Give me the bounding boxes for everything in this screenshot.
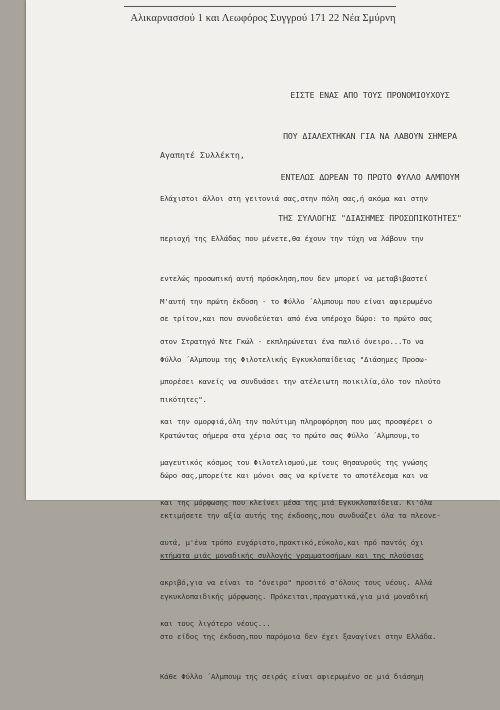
text-line: Ελάχιστοι άλλοι στη γειτονιά σας,στην πόλη σας,ή ακόμα και στην: [160, 193, 428, 203]
letterhead-rule: [124, 6, 396, 7]
text-line: και τους λιγότερο νέους...: [160, 618, 271, 628]
text-line: σε τρίτον,και που συνοδεύεται από ένα υπέροχο δώρο: το πρώτο σας: [160, 314, 432, 324]
intro-line: ΕΙΣΤΕ ΕΝΑΣ ΑΠΟ ΤΟΥΣ ΠΡΟΝΟΜΙΟΥΧΟΥΣ: [290, 90, 450, 101]
text-line: στον Στρατηγό Ντε Γκώλ - εκπληρώνεται ένα παλιό όνειρο...Το να: [160, 337, 424, 347]
text-line: και την ομορφιά,όλη την πολύτιμη πληροφόρηση που μας προσφέρει ο: [160, 417, 432, 427]
text-line: Κρατώντας σήμερα στα χέρια σας το πρώτο σας Φύλλο ´Αλμπουμ,το: [160, 430, 420, 440]
paragraph-3: [160, 402, 440, 710]
text-line: εγκυκλοπαιδικής μόρφωσης. Πρόκειται,πραγματικά,για μιά μοναδική: [160, 591, 428, 601]
text-line: αυτά, μ'ένα τρόπο ευχάριστο,πρακτικό,εύκολο,και πρό παντός όχι: [160, 538, 424, 548]
text-line: Μ'αυτή την πρώτη έκδοση - το Φύλλο ´Αλμπουμ που είναι αφιερωμένο: [160, 296, 432, 306]
text-line: μπορέσει κανείς να συνδυάσει την ατέλειωτη ποικιλία,όλο τον πλούτο: [160, 377, 441, 387]
text-line: εντελώς προσωπική αυτή πρόσκληση,που δεν μπορεί να μεταβιβαστεί: [160, 274, 428, 284]
text-line-underlined: κτήματα μιάς μοναδικής συλλογής γραμματοσήμων και της πλούσιας: [160, 551, 424, 561]
text-line: πικότητες".: [160, 394, 207, 404]
intro-line: ΕΝΤΕΛΩΣ ΔΩΡΕΑΝ ΤΟ ΠΡΩΤΟ ΦΥΛΛΟ ΑΛΜΠΟΥΜ: [280, 171, 460, 182]
text-line: περιοχή της Ελλάδας που μένετε,θα έχουν την τύχη να λάβουν την: [160, 234, 424, 244]
text-line: εκτιμήσετε την αξία αυτής της έκδοσης,που συνδυάζει όλα τα πλεονε-: [160, 511, 441, 521]
text-line: και της μόρφωσης που κλείνει μέσα της μιά Εγκυκλοπαίδεια. Κι'όλα: [160, 497, 432, 507]
text-line: ακριβό,για να είναι το "όνειρο" προσιτό σ'όλους τους νέους. Αλλά: [160, 578, 432, 588]
text-line: Κάθε Φύλλο ´Αλμπουμ της σειράς είναι αφιερωμένο σε μιά διάσημη: [160, 672, 424, 682]
text-line: Φύλλο ´Αλμπουμ της Φιλοτελικής Εγκυκλοπαίδειας "Διάσημες Προσω-: [160, 354, 428, 364]
intro-line: ΠΟΥ ΔΙΑΛΕΧΤΗΚΑΝ ΓΙΑ ΝΑ ΛΑΒΟΥΝ ΣΗΜΕΡΑ: [283, 130, 457, 141]
text-line: μαγευτικός κόσμος του Φιλοτελισμού,με τους θησαυρούς της γνώσης: [160, 457, 428, 467]
text-line: δώρο σας,μπορείτε και μόνοι σας να κρίνετε το αποτέλεσμα και να: [160, 471, 428, 481]
text-line: στο είδος της έκδοση,που παρόμοια δεν έχει ξαναγίνει στην Ελλάδα.: [160, 631, 437, 641]
letter-page: [26, 0, 500, 682]
letterhead-address: Αλικαρνασσού 1 και Λεωφόρος Συγγρού 171 22 Νέα Σμύρνη: [130, 13, 396, 24]
intro-line: ΤΗΣ ΣΥΛΛΟΓΗΣ "ΔΙΑΣΗΜΕΣ ΠΡΟΣΩΠΙΚΟΤΗΤΕΣ": [278, 212, 462, 223]
salutation: Αγαπητέ Συλλέκτη,: [160, 150, 245, 160]
